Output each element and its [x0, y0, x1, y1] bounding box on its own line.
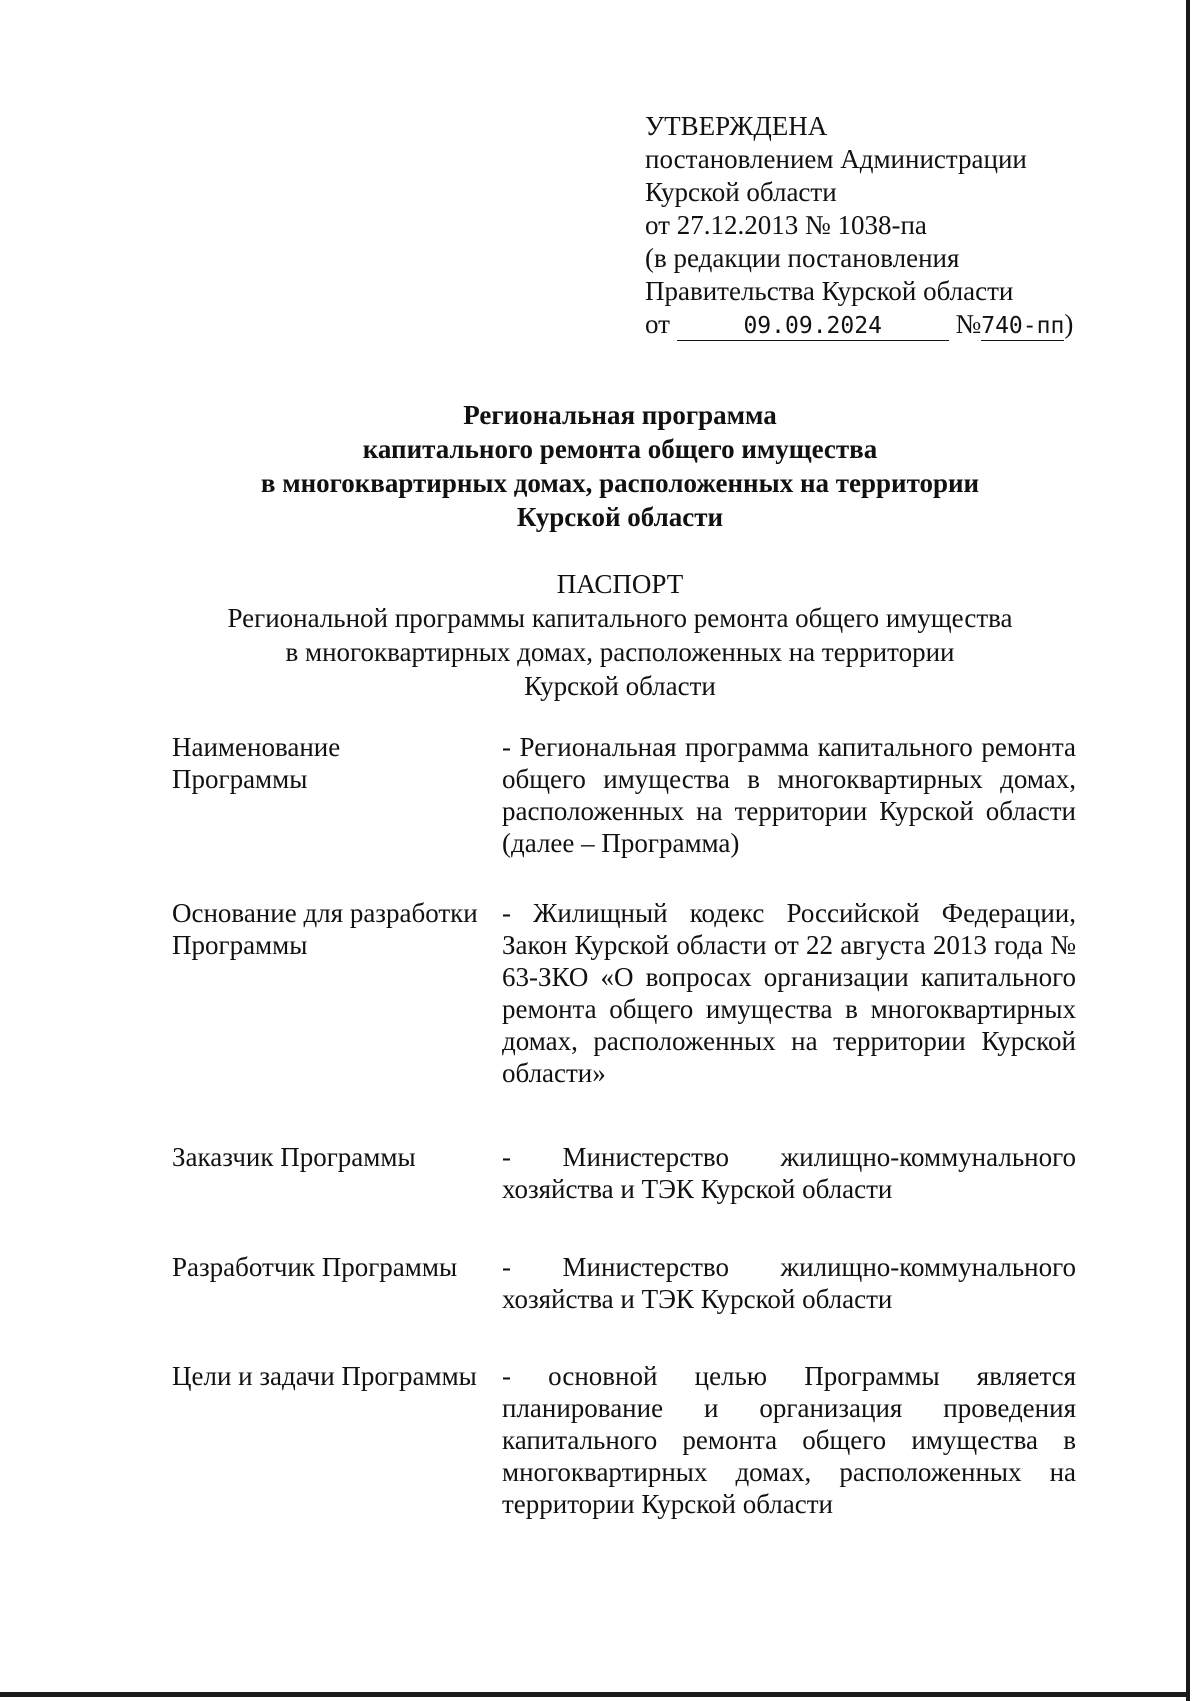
document-title	[120, 398, 1120, 534]
row-label: Основание для разработки Программы	[172, 898, 478, 960]
title-line: в многоквартирных домах, расположенных на территории	[260, 468, 980, 498]
approval-line: (в редакции постановления	[645, 243, 960, 273]
closing-paren: )	[1064, 309, 1074, 339]
approval-prefix: от	[645, 309, 670, 339]
passport-subtitle-line: Региональной программы капитального ремонта общего имущества	[227, 603, 1013, 633]
row-label: Цели и задачи Программы	[172, 1361, 477, 1391]
approval-stamp-line	[645, 308, 1115, 341]
number-sign: №	[955, 309, 982, 339]
row-value: - основной целью Программы является планирование и организация проведения капитального ремонта общего имущества в многоквартирных домах, расположенных на территории Курской области	[502, 1361, 1076, 1519]
scan-edge-right	[1186, 0, 1190, 1701]
approval-line: Правительства Курской области	[645, 276, 1014, 306]
approval-block	[645, 110, 1115, 341]
title-line: Региональная программа	[463, 400, 777, 430]
passport-heading-block	[120, 567, 1120, 703]
row-label: Наименование Программы	[172, 732, 341, 794]
approval-line: постановлением Администрации	[645, 144, 1027, 174]
row-value: - Министерство жилищно-коммунального хозяйства и ТЭК Курской области	[502, 1142, 1076, 1204]
row-label: Заказчик Программы	[172, 1142, 416, 1172]
row-label: Разработчик Программы	[172, 1252, 458, 1282]
title-line: Курской области	[516, 502, 724, 532]
row-value: - Министерство жилищно-коммунального хозяйства и ТЭК Курской области	[502, 1252, 1076, 1314]
title-line: капитального ремонта общего имущества	[362, 434, 878, 464]
scan-edge-bottom	[0, 1692, 1190, 1697]
passport-subtitle-line: Курской области	[524, 671, 716, 701]
row-value: - Региональная программа капитального ремонта общего имущества в многоквартирных домах, расположенных на территории Курской области (далее – Программа)	[502, 732, 1076, 858]
stamp-date: 09.09.2024	[677, 312, 949, 341]
approval-line: Курской области	[645, 177, 837, 207]
approval-line: от 27.12.2013 № 1038-па	[645, 210, 927, 240]
stamp-number: 740-пп	[981, 313, 1065, 339]
row-value: - Жилищный кодекс Российской Федерации, Закон Курской области от 22 августа 2013 года № 63-ЗКО «О вопросах организации капитального ремонта общего имущества в многоквартирных домах, расположенных на территории Курской области»	[502, 898, 1076, 1088]
passport-subtitle-line: в многоквартирных домах, расположенных на территории	[285, 637, 955, 667]
passport-heading: ПАСПОРТ	[556, 569, 684, 599]
approval-heading: УТВЕРЖДЕНА	[645, 111, 828, 141]
